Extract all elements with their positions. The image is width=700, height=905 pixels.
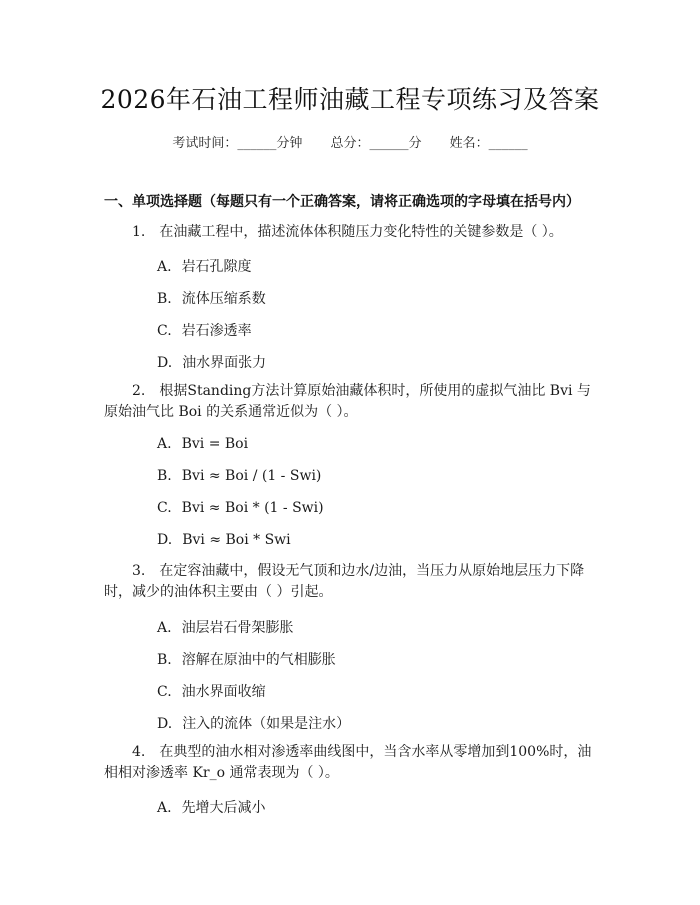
option-3d	[157, 713, 350, 733]
question-number: 3.	[132, 563, 146, 579]
option-3c	[157, 681, 266, 701]
option-letter: A.	[157, 800, 172, 816]
option-letter: B.	[157, 468, 172, 484]
option-1d	[157, 352, 266, 372]
option-2d	[157, 532, 291, 548]
option-letter: A.	[157, 620, 172, 636]
option-text: 岩石孔隙度	[181, 259, 252, 275]
option-text: 油水界面收缩	[181, 684, 266, 700]
option-text: 岩石渗透率	[181, 323, 252, 339]
option-2c	[157, 500, 324, 516]
option-1c	[157, 320, 252, 340]
question-number: 1.	[132, 224, 146, 240]
exam-name-field: 姓名：______	[449, 136, 528, 151]
option-letter: A.	[157, 436, 172, 452]
option-letter: D.	[157, 532, 173, 548]
option-letter: C.	[157, 500, 172, 516]
question-3	[104, 561, 600, 603]
option-letter: D.	[157, 355, 173, 371]
option-text: 流体压缩系数	[181, 291, 266, 307]
option-letter: C.	[157, 684, 172, 700]
question-number: 4.	[132, 744, 146, 760]
question-text: 在定容油藏中，假设无气顶和边水/边油，当压力从原始地层压力下降时，减少的油体积主要由（ ）引起。	[104, 563, 585, 600]
page-title: 2026年石油工程师油藏工程专项练习及答案	[100, 85, 600, 114]
option-1b	[157, 288, 266, 308]
exam-time-field: 考试时间：______分钟	[172, 136, 303, 151]
option-letter: C.	[157, 323, 172, 339]
option-text: 溶解在原油中的气相膨胀	[181, 652, 336, 668]
option-text: Bvi ≈ Boi * (1 - Swi)	[181, 500, 324, 516]
option-letter: B.	[157, 652, 172, 668]
option-letter: A.	[157, 259, 172, 275]
question-text: 根据Standing方法计算原始油藏体积时，所使用的虚拟气油比 Bvi 与原始油气比 Boi 的关系通常近似为（ ）。	[104, 383, 591, 420]
option-2b	[157, 468, 321, 484]
exam-meta	[0, 132, 700, 151]
option-3a	[157, 617, 294, 637]
question-4	[104, 742, 600, 784]
option-text: 油水界面张力	[182, 355, 267, 371]
exam-score-field: 总分：______分	[330, 136, 422, 151]
option-letter: D.	[157, 716, 173, 732]
option-text: 注入的流体（如果是注水）	[182, 716, 351, 732]
option-letter: B.	[157, 291, 172, 307]
option-1a	[157, 256, 252, 276]
question-number: 2.	[132, 383, 146, 399]
option-text: Bvi ≈ Boi * Swi	[182, 532, 291, 548]
option-4a	[157, 797, 266, 817]
question-2	[104, 381, 600, 423]
question-text: 在油藏工程中，描述流体体积随压力变化特性的关键参数是（ ）。	[159, 224, 563, 240]
option-text: Bvi ≈ Boi / (1 - Swi)	[181, 468, 322, 484]
question-1	[104, 222, 600, 243]
option-text: 油层岩石骨架膨胀	[181, 620, 294, 636]
option-2a	[157, 436, 248, 452]
option-text: Bvi = Boi	[181, 436, 249, 452]
question-text: 在典型的油水相对渗透率曲线图中，当含水率从零增加到100%时，油相相对渗透率 Kr_o 通常表现为（ ）。	[104, 744, 592, 781]
option-3b	[157, 649, 336, 669]
option-text: 先增大后减小	[181, 800, 266, 816]
section-heading: 一、单项选择题（每题只有一个正确答案，请将正确选项的字母填在括号内）	[104, 194, 580, 210]
